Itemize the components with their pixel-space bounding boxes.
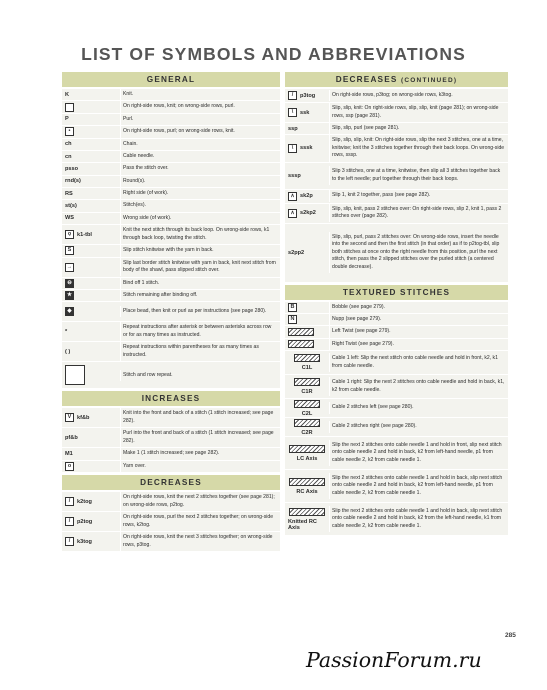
symbol-description: On right-side rows, knit; on wrong-side rows, purl. [120, 101, 280, 112]
symbol-description: On right-side rows, purl the next 2 stitches together; on wrong-side rows, k2tog. [120, 512, 280, 531]
ssk-symbol-icon: \ [288, 108, 297, 117]
decreases-cont-section [285, 72, 508, 282]
cable-c1l-icon [294, 354, 320, 362]
abbreviation: cn [65, 153, 72, 160]
symbol-row [62, 428, 280, 447]
symbol-key [62, 191, 120, 197]
k2tog-symbol-icon: / [65, 497, 74, 506]
symbol-key [62, 291, 120, 300]
symbol-key [62, 246, 120, 255]
symbol-key [62, 537, 120, 546]
symbol-key [285, 91, 329, 100]
abbreviation: p2tog [77, 518, 93, 525]
symbol-row [62, 245, 280, 256]
symbol-key [285, 354, 329, 371]
symbol-row [285, 437, 508, 469]
symbol-row [62, 176, 280, 187]
symbol-key [62, 365, 120, 385]
symbol-description: Make 1 (1 stitch increased; see page 282). [120, 448, 280, 459]
symbol-key [62, 154, 120, 160]
symbol-key [62, 451, 120, 457]
symbol-key [62, 329, 120, 335]
abbreviation: P [65, 116, 69, 123]
symbol-key [285, 419, 329, 436]
cable-stitch-icon [288, 340, 314, 348]
abbreviation: s2kp2 [300, 210, 316, 216]
symbol-key [62, 203, 120, 209]
decreases-section [62, 475, 280, 551]
symbol-row [62, 200, 280, 211]
stitch-symbol-icon: S [65, 246, 74, 255]
symbol-row [62, 302, 280, 321]
cable-c2r-icon [294, 419, 320, 427]
abbreviation: sssp [288, 172, 301, 179]
k1-tbl-symbol-icon: ǫ [65, 230, 74, 239]
p2tog-symbol-icon: / [65, 517, 74, 526]
textured-header: TEXTURED STITCHES [285, 285, 508, 300]
symbol-row [62, 101, 280, 112]
symbol-description: Yarn over. [120, 461, 280, 472]
stitch-symbol-icon: ⊖ [65, 279, 74, 288]
symbol-description: Slip, slip, knit: On right-side rows, slip, slip, knit (page 281); on wrong-side rows, ssp (page 281). [329, 103, 508, 122]
abbreviation: ( ) [65, 348, 71, 355]
stitch-symbol-icon: • [65, 127, 74, 136]
abbreviation: LC Axis [296, 455, 318, 462]
symbol-description: Purl into the front and back of a stitch (1 stitch increased; see page 282). [120, 428, 280, 447]
abbreviation: s2pp2 [288, 249, 305, 256]
symbol-description: Slip the next 2 stitches onto cable needle 1 and hold in back, slip next stitch onto cable needle 2 and hold in back, k2 from the left-hand needle, k1 from cable needle 2, k2 from cable needle 1. [329, 506, 508, 532]
p3tog-symbol-icon: / [288, 91, 297, 100]
symbol-description: Bobble (see page 279). [329, 302, 508, 313]
symbol-row [62, 461, 280, 472]
symbol-key [62, 435, 120, 441]
symbol-row [62, 278, 280, 289]
abbreviation: st(s) [65, 203, 77, 210]
symbol-key [62, 116, 120, 122]
symbol-row [285, 375, 508, 398]
symbol-key [62, 215, 120, 221]
symbol-key [285, 340, 329, 348]
general-section [62, 72, 280, 388]
symbol-key [285, 315, 329, 324]
symbol-row [62, 492, 280, 511]
symbol-description: Slip, slip, purl, pass 2 stitches over: On wrong-side rows, insert the needle into the second and then the first stitch (in that order) as if to p2tog-tbl, slip both stitches at once onto the right needle from this position, purl the next stitch, then pass the 2 slipped stitches over the purled stitch (a centered double decrease). [329, 232, 508, 273]
abbreviation: kf&b [77, 414, 90, 421]
decreases-header: DECREASES [62, 475, 280, 490]
symbol-key [62, 279, 120, 288]
symbol-row [285, 204, 508, 223]
stitch-symbol-icon: ★ [65, 291, 74, 300]
symbol-key [62, 127, 120, 136]
symbol-description: On right-side rows, purl; on wrong-side rows, knit. [120, 126, 280, 137]
symbol-row [62, 532, 280, 551]
abbreviation: k1-tbl [77, 231, 92, 238]
symbol-key [62, 166, 120, 172]
symbol-description: On right-side rows, knit the next 3 stitches together; on wrong-side rows, p3tog. [120, 532, 280, 551]
cable-rc-axis-icon [289, 478, 325, 486]
symbol-key [285, 478, 329, 495]
cable-knitted-rc-axis-icon [289, 508, 325, 516]
symbol-row [285, 163, 508, 189]
symbol-description: Stitch(es). [120, 200, 280, 211]
symbol-description: Slip 3 stitches, one at a time, knitwise, then slip all 3 stitches together back to the left needle; purl together through their back loops. [329, 166, 508, 185]
symbol-row [62, 408, 280, 427]
increases-section [62, 391, 280, 472]
abbreviation: WS [65, 215, 75, 222]
s2kp2-symbol-icon: ∧ [288, 209, 297, 218]
symbol-row [62, 512, 280, 531]
abbreviation: ch [65, 141, 72, 148]
sk2p-symbol-icon: ∧ [288, 192, 297, 201]
symbol-description: On right-side rows, knit the next 2 stitches together (see page 281); on wrong-side rows, p2tog. [120, 492, 280, 511]
symbol-row [62, 163, 280, 174]
symbol-key [285, 508, 329, 531]
stitch-symbol-icon: ◆ [65, 307, 74, 316]
symbol-key [285, 250, 329, 256]
symbol-row [62, 151, 280, 162]
abbreviation: K [65, 91, 70, 98]
symbol-row [285, 339, 508, 350]
abbreviation: pf&b [65, 434, 78, 441]
symbol-description: Cable 1 left: Slip the next stitch onto cable needle and hold in front, k2, k1 from cable needle. [329, 353, 508, 372]
cable-stitch-icon [288, 328, 314, 336]
symbol-description: Chain. [120, 139, 280, 150]
symbol-description: Right Twist (see page 279). [329, 339, 508, 350]
symbol-key [62, 92, 120, 98]
symbol-key [62, 178, 120, 184]
symbol-row [285, 418, 508, 436]
symbol-description: Cable 2 stitches right (see page 280). [329, 421, 508, 432]
symbol-key [62, 497, 120, 506]
symbol-description: Cable needle. [120, 151, 280, 162]
symbol-key [62, 230, 120, 239]
stitch-symbol-icon [65, 103, 74, 112]
abbreviation: * [65, 328, 68, 335]
stitch-symbol-icon: o [65, 462, 74, 471]
symbol-description: Slip 1, knit 2 together, pass (see page 282). [329, 190, 508, 201]
symbol-row [285, 326, 508, 337]
symbol-row [285, 351, 508, 374]
symbol-key [285, 173, 329, 179]
symbol-key [285, 400, 329, 417]
symbol-row [62, 290, 280, 301]
abbreviation: RS [65, 190, 73, 197]
symbol-description: Left Twist (see page 279). [329, 326, 508, 337]
abbreviation: ssp [288, 125, 298, 132]
page-title: LIST OF SYMBOLS AND ABBREVIATIONS [81, 44, 466, 64]
page-number: 285 [505, 632, 516, 639]
symbol-key [285, 378, 329, 395]
abbreviation: sk2p [300, 193, 313, 199]
symbol-row [62, 114, 280, 125]
symbol-description: Slip, slip, slip, knit: On right-side rows, slip the next 3 stitches, one at a time, knitwise; knit the 3 stitches together through their back loops. On wrong-side rows, sssp. [329, 135, 508, 161]
symbol-key [62, 141, 120, 147]
sssk-symbol-icon: \ [288, 144, 297, 153]
abbreviation: rnd(s) [65, 178, 81, 185]
symbol-description: Stitch remaining after binding off. [120, 290, 280, 301]
k3tog-symbol-icon: / [65, 537, 74, 546]
abbreviation: ssk [300, 109, 310, 116]
symbol-key [285, 209, 329, 218]
symbol-description: Knit. [120, 89, 280, 100]
symbol-description: Slip last border stitch knitwise with yarn in back, knit next stitch from body of the shawl, pass slipped stitch over. [120, 258, 280, 277]
symbol-key [285, 328, 329, 336]
decreases-cont-header: DECREASES (CONTINUED) [285, 72, 508, 87]
symbol-row [285, 399, 508, 417]
symbol-key [62, 349, 120, 355]
symbol-description: Repeat instructions within parentheses for as many times as instructed. [120, 342, 280, 361]
symbol-description: On right-side rows, p3tog; on wrong-side rows, k3tog. [329, 90, 508, 101]
symbol-key [285, 445, 329, 462]
stitch-symbol-icon: → [66, 263, 73, 270]
symbol-key [62, 462, 120, 471]
symbol-description: Repeat instructions after asterisk or between asterisks across row or for as many times as instructed. [120, 322, 280, 341]
symbol-row [62, 448, 280, 459]
symbol-key [285, 144, 329, 153]
symbol-row [62, 126, 280, 137]
kf-b-symbol-icon: V [65, 413, 74, 422]
symbol-key [62, 307, 120, 316]
abbreviation: Knitted RC Axis [288, 518, 317, 531]
general-header: GENERAL [62, 72, 280, 87]
symbol-description: Slip, slip, purl (see page 281). [329, 123, 508, 134]
symbol-description: Slip, slip, knit, pass 2 stitches over: On right-side rows, slip 2, knit 1, pass 2 stitches over (page 282). [329, 204, 508, 223]
left-column [62, 72, 280, 552]
symbol-row [62, 139, 280, 150]
symbol-row [285, 135, 508, 161]
symbol-description: Slip the next 2 stitches onto cable needle 1 and hold in front, slip next stitch onto cable needle 2 and hold in back, k2 from left-hand needle, p1 from cable needle 2, k2 from cable needle 1. [329, 440, 508, 466]
abbreviation: C2L [301, 410, 313, 417]
symbol-description: Cable 2 stitches left (see page 280). [329, 402, 508, 413]
symbol-description: Slip the next 2 stitches onto cable needle 1 and hold in back, slip next stitch onto cable needle 2 and hold in back, k2 from left-hand needle, p1 from cable needle 2, k2 from cable needle 1. [329, 473, 508, 499]
symbol-row [62, 213, 280, 224]
symbol-row [285, 103, 508, 122]
symbol-key [62, 413, 120, 422]
symbol-key [285, 126, 329, 132]
abbreviation: sssk [300, 145, 313, 152]
abbreviation: C1R [301, 389, 313, 395]
symbol-row [285, 302, 508, 313]
symbol-key [62, 103, 120, 112]
repeat-box-icon [65, 365, 85, 385]
symbol-row [62, 342, 280, 361]
symbol-row [62, 89, 280, 100]
right-column [285, 72, 508, 536]
symbol-description: Knit the next stitch through its back loop. On wrong-side rows, k1 through back loop, twisting the stitch. [120, 225, 280, 244]
symbol-key [62, 517, 120, 526]
symbol-row [62, 258, 280, 277]
textured-section [285, 285, 508, 536]
cable-c1r-icon [294, 378, 320, 386]
symbol-description: Slip stitch knitwise with the yarn in back. [120, 245, 280, 256]
symbol-key [285, 108, 329, 117]
abbreviation: M1 [65, 450, 73, 457]
symbol-description: Nupp (see page 279). [329, 314, 508, 325]
symbol-row [285, 503, 508, 535]
symbol-description: Purl. [120, 114, 280, 125]
symbol-row [62, 322, 280, 341]
abbreviation: C1L [301, 365, 313, 371]
abbreviation: C2R [301, 429, 313, 436]
abbreviation: k3tog [77, 538, 92, 545]
symbol-description: Stitch and row repeat. [120, 370, 280, 381]
symbol-row [62, 225, 280, 244]
symbol-row [285, 89, 508, 102]
abbreviation: k2tog [77, 498, 92, 505]
increases-header: INCREASES [62, 391, 280, 406]
symbol-row [285, 123, 508, 134]
stitch-symbol-icon: N [288, 315, 297, 324]
abbreviation: psso [65, 165, 79, 172]
symbol-description: Place bead, then knit or purl as per instructions (see page 280). [120, 306, 280, 317]
cable-c2l-icon [294, 400, 320, 408]
symbol-row [62, 362, 280, 388]
symbol-key [285, 303, 329, 312]
stitch-symbol-icon: B [288, 303, 297, 312]
symbol-description: Bind off 1 stitch. [120, 278, 280, 289]
symbol-description: Cable 1 right: Slip the next 2 stitches onto cable needle and hold in back, k1, k2 from cable needle. [329, 377, 508, 396]
symbol-description: Wrong side (of work). [120, 213, 280, 224]
abbreviation: p3tog [300, 92, 316, 99]
symbol-description: Round(s). [120, 176, 280, 187]
symbol-row [62, 188, 280, 199]
symbol-row [285, 470, 508, 502]
symbol-description: Knit into the front and back of a stitch (1 stitch increased; see page 282). [120, 408, 280, 427]
watermark: PassionForum.ru [306, 648, 482, 672]
symbol-row [285, 224, 508, 282]
symbol-description: Right side (of work). [120, 188, 280, 199]
symbol-key [285, 192, 329, 201]
symbol-row [285, 314, 508, 325]
symbol-description: Pass the stitch over. [120, 163, 280, 174]
abbreviation: RC Axis [296, 488, 318, 495]
symbol-row [285, 190, 508, 203]
cable-lc-axis-icon [289, 445, 325, 453]
symbol-key [62, 263, 120, 272]
